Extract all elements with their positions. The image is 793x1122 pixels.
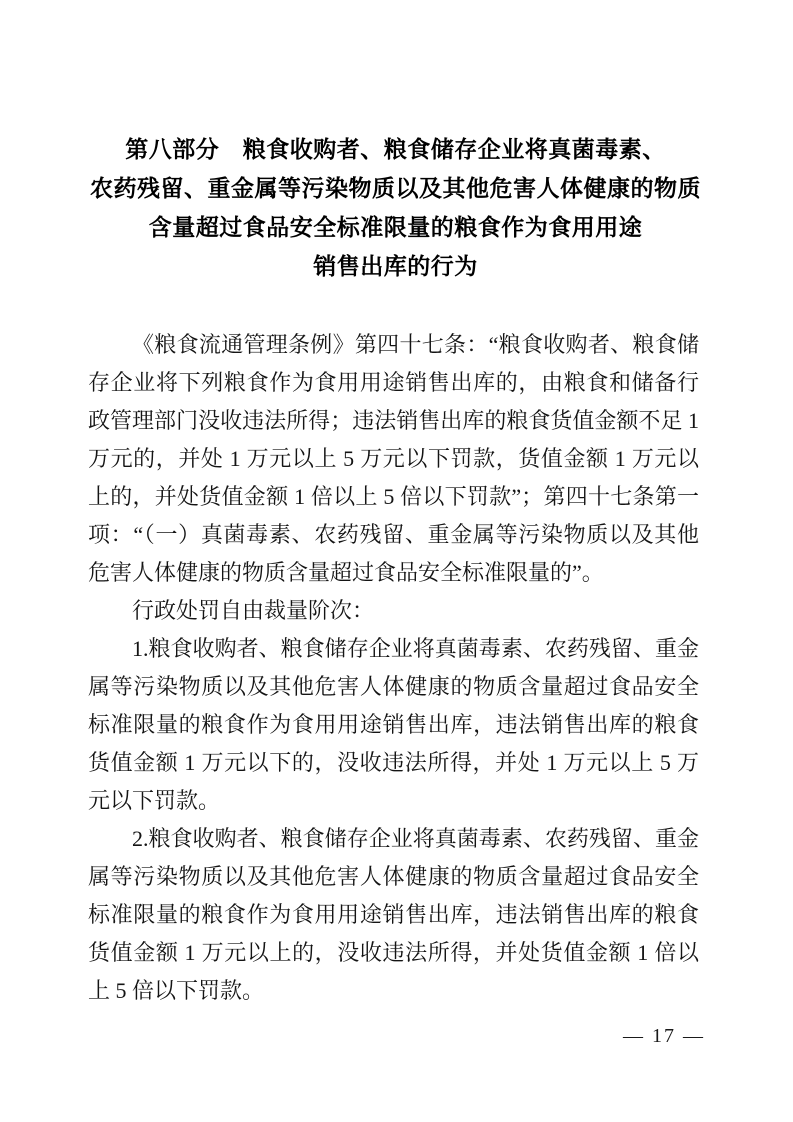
paragraph-penalty-tier-2: 2.粮食收购者、粮食储存企业将真菌毒素、农药残留、重金属等污染物质以及其他危害人体健康的物质含量超过食品安全标准限量的粮食作为食用用途销售出库，违法销售出库的粮食货值金额 1 万元以上的，没收违法所得，并处货值金额 1 倍以上 5 倍以下罚款。 (88, 826, 699, 1003)
title-line-3: 含量超过食品安全标准限量的粮食作为食用用途 (148, 214, 643, 240)
title-line-2: 农药残留、重金属等污染物质以及其他危害人体健康的物质 (90, 175, 701, 201)
title-line-1: 第八部分 粮食收购者、粮食储存企业将真菌毒素、 (125, 136, 666, 162)
paragraph-penalty-tier-1: 1.粮食收购者、粮食储存企业将真菌毒素、农药残留、重金属等污染物质以及其他危害人体健康的物质含量超过食品安全标准限量的粮食作为食用用途销售出库，违法销售出库的粮食货值金额 1 万元以下的，没收违法所得，并处 1 万元以上 5 万元以下罚款。 (88, 636, 699, 813)
paragraph-regulation-citation: 《粮食流通管理条例》第四十七条：“粮食收购者、粮食储存企业将下列粮食作为食用用途销售出库的，由粮食和储备行政管理部门没收违法所得；违法销售出库的粮食货值金额不足 1 万元的，并处 1 万元以上 5 万元以下罚款，货值金额 1 万元以上的，并处货值金额 1 倍以上 5 倍以下罚款”；第四十七条第一项：“（一）真菌毒素、农药残留、重金属等污染物质以及其他危害人体健康的物质含量超过食品安全标准限量的”。 (88, 332, 699, 585)
document-title (88, 130, 703, 286)
page-number: — 17 — (623, 1025, 705, 1047)
document-body (88, 326, 699, 1010)
paragraph-discretion-tiers-heading: 行政处罚自由裁量阶次： (132, 598, 375, 623)
title-line-4: 销售出库的行为 (313, 253, 478, 279)
